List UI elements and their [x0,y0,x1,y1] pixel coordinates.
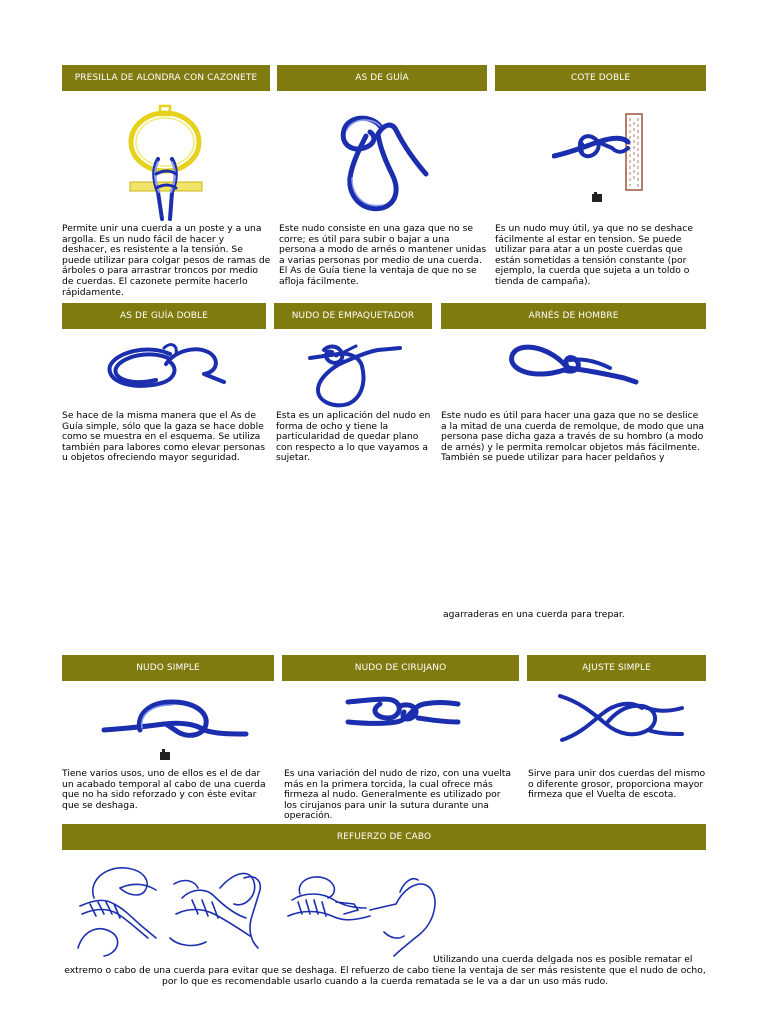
text-ajuste-simple: Sirve para unir dos cuerdas del mismo o diferente grosor, proporciona mayor firmeza que el Vuelta de escota. [528,768,706,801]
text-nudo-simple: Tiene varios usos, uno de ellos es el de dar un acabado temporal al cabo de una cuerda que no ha sido reforzado y con éste evitar que se deshaga. [62,768,266,811]
header-as-de-guia: AS DE GUÍA [277,65,487,91]
mans-harness-knot-icon [506,340,640,390]
header-presilla: PRESILLA DE ALONDRA CON CAZONETE [62,65,270,91]
text-refuerzo-line3: por lo que es recomendable usarlo cuando a la cuerda rematada se le va a dar un uso más rudo. [162,976,608,987]
text-refuerzo-line1: Utilizando una cuerda delgada nos es posible rematar el [433,954,693,965]
carrick-bend-icon [556,690,686,750]
header-cote-doble: COTE DOBLE [495,65,706,91]
text-arnes-de-hombre-cont: agarraderas en una cuerda para trepar. [443,609,625,620]
header-arnes-de-hombre: ARNÉS DE HOMBRE [441,303,706,329]
text-cote-doble: Es un nudo muy útil, ya que no se deshace fácilmente al estar en tension. Se puede utilizar para atar a un poste cuerdas que están sometidas a tensión constante (por ejemplo, la cuerda que sujeta a un toldo o tienda de campaña). [495,223,693,287]
bowline-knot-icon [330,108,440,220]
text-as-de-guia-doble: Se hace de la misma manera que el As de Guía simple, sólo que la gaza se hace doble como se muestra en el esquema. Se utiliza también para labores como elevar personas u objetos ofreciendo mayor seguridad. [62,410,266,464]
packer-knot-icon [300,340,410,412]
header-nudo-simple: NUDO SIMPLE [62,655,274,681]
text-empaquetador: Esta es un aplicación del nudo en forma de ocho y tiene la particularidad de quedar plano con respecto a lo que vayamos a sujetar. [276,410,431,464]
rope-whipping-hands-icon [74,858,442,958]
text-nudo-de-cirujano: Es una variación del nudo de rizo, con una vuelta más en la primera torcida, la cual ofrece más firmeza al nudo. Generalmente es utilizado por los cirujanos para unir la sutura durante una operación. [284,768,512,822]
text-arnes-de-hombre: Este nudo es útil para hacer una gaza que no se deslice a la mitad de una cuerda de remolque, de modo que una persona pase dicha gaza a través de su hombro (a modo de arnés) y le permita remolcar objetos más fácilmente. También se puede utilizar para hacer peldaños y [441,410,705,464]
clove-hitch-post-icon [552,112,672,208]
header-empaquetador: NUDO DE EMPAQUETADOR [274,303,432,329]
header-refuerzo-de-cabo: REFUERZO DE CABO [62,824,706,850]
header-as-de-guia-doble: AS DE GUÍA DOBLE [62,303,266,329]
ring-toggle-knot-icon [118,104,218,222]
header-nudo-de-cirujano: NUDO DE CIRUJANO [282,655,519,681]
overhand-knot-icon [100,694,250,766]
text-presilla: Permite unir una cuerda a un poste y a una argolla. Es un nudo fácil de hacer y deshacer, es resistente a la tensión. Se puede utilizar para colgar pesos de ramas de árboles o para arrastrar troncos por medio de cuerdas. El cazonete permite hacerlo rápidamente. [62,223,271,298]
header-ajuste-simple: AJUSTE SIMPLE [527,655,706,681]
text-as-de-guia: Este nudo consiste en una gaza que no se corre; es útil para subir o bajar a una persona a modo de arnés o mantener unidas a varias personas por medio de una cuerda. El As de Guía tiene la ventaja de que no se afloja fácilmente. [279,223,487,287]
double-bowline-icon [104,340,228,396]
text-refuerzo-line2: extremo o cabo de una cuerda para evitar que se deshaga. El refuerzo de cabo tiene la ventaja de ser más resistente que el nudo de ocho, [64,965,706,976]
surgeons-knot-icon [340,692,464,732]
